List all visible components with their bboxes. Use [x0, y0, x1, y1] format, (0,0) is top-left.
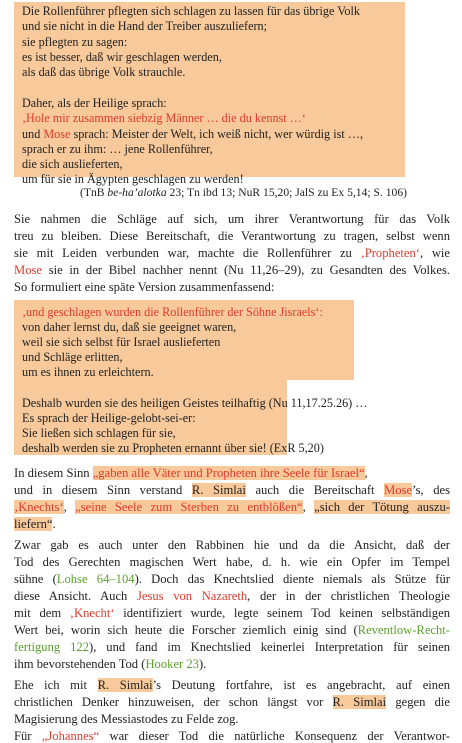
- para3-l8-post: ).: [198, 657, 207, 671]
- para3-line-4: [14, 589, 450, 603]
- para1-l4-post: sie in der Bibel nachher nennt (Nu 11,26–29), zu Gesandten des Volkes.: [42, 263, 450, 277]
- para3-l7-reventlow: fertigung 122: [14, 640, 89, 654]
- para2-l2-mose: Mose: [384, 483, 413, 497]
- para3-l6-pre: Wert bei, worin sich heute die Forscher ziemlich einig sind (: [14, 623, 358, 637]
- para3-l7-post: ), und fand im Knechtslied keinerlei Interpretation für seinen: [89, 640, 450, 654]
- para1-line-2: treu zu bleiben. Diese Bereitschaft, die Verantwortung zu tragen, selbst wenn: [14, 229, 450, 243]
- para3-line-3: [14, 572, 450, 586]
- para2-l1-highlight: „gaben alle Väter und Propheten ihre Seele für Israel“: [92, 466, 365, 480]
- quote1-line-4: es ist besser, daß wir geschlagen werden,: [22, 50, 222, 64]
- quote1-line-2: und sie nicht in die Hand der Treiber auszuliefern;: [22, 19, 268, 33]
- para3-l5-pre: mit dem: [14, 606, 70, 620]
- quote1-ref-italic: be-ha’alotka: [107, 186, 167, 199]
- quote1-l8-pre: und: [22, 127, 44, 141]
- quote2-line-4: und Schläge erlitten,: [22, 350, 123, 364]
- para2-line-2: [14, 483, 450, 497]
- para2-line-3: [14, 500, 450, 514]
- para3-l8-hooker: Hooker 23: [145, 657, 199, 671]
- para5-l1-johannes: „Johannes“: [41, 729, 100, 743]
- para1-line-1: Sie nahmen die Schläge auf sich, um ihrer Verantwortung für das Volk: [14, 212, 450, 226]
- para2-l2-simlai: R. Simlai: [191, 483, 246, 497]
- para2-l3-highlight-1: „seine Seele zum Sterben zu entblößen“: [75, 500, 303, 514]
- para3-l5-post: identifiziert wurde, legte seinem Tod keinen selbständigen: [114, 606, 450, 620]
- para3-line-5: [14, 606, 450, 620]
- quote2-line-7: Es sprach der Heilige-gelobt-sei-er:: [22, 411, 196, 425]
- para3-l4-pre: diese Ansicht. Auch: [14, 589, 137, 603]
- para2-l2-post: ’s, des: [412, 483, 450, 497]
- para4-line-1: [14, 678, 450, 692]
- para1-line-5: So formuliert eine späte Version zusammenfassend:: [14, 280, 275, 294]
- para3-l3-post: ). Doch das Knechtslied diente niemals als Stütze für: [134, 572, 450, 586]
- para3-l4-post: , der in der christlichen Theologie: [247, 589, 450, 603]
- para2-l3-mid: ,: [63, 500, 76, 514]
- para1-l3-post: , wie: [419, 246, 450, 260]
- para3-line-2: Tod des Gerechten magischen Wert habe, d. h. wie ein Opfer im Tempel: [14, 555, 450, 569]
- quote1-ref-post: 23; Tn ibd 13; NuR 15,20; JalS zu Ex 5,14; S. 106): [166, 186, 407, 199]
- para1-l3-pre: sie mit Leiden verbunden war, machte die Rollenführer zu: [14, 246, 361, 260]
- para1-l4-mose: Mose: [14, 263, 42, 277]
- para2-line-1: [14, 466, 368, 480]
- para4-l2-pre: christlichen Denker hinzuweisen, der schon längst vor: [14, 695, 333, 709]
- quote1-line-9: sprach er zu ihm: … jene Rollenführer,: [22, 142, 213, 156]
- quote1-l8-mose: Mose: [43, 127, 71, 141]
- para3-line-7: [14, 640, 450, 654]
- quote2-line-9: [22, 441, 324, 455]
- para4-l2-simlai: R. Simlai: [332, 695, 387, 709]
- para4-line-3: Magisierung des Messiastodes zu Felde zog.: [14, 712, 239, 726]
- para4-line-2: [14, 695, 450, 709]
- quote1-line-7: ‚Hole mir zusammen siebzig Männer … die du kennst …‘: [22, 111, 306, 125]
- quote1-line-11: um für sie in Ägypten geschlagen zu werden!: [22, 172, 244, 186]
- para4-l1-pre: Ehe ich mit: [14, 678, 98, 692]
- quote2-line-3: weil sie sich selbst für Israel auslieferten: [22, 335, 221, 349]
- para3-l6-reventlow: Reventlow-Recht-: [357, 623, 450, 637]
- para2-l4-post: .: [52, 517, 56, 531]
- para2-l3-mid2: ,: [302, 500, 315, 514]
- quote1-line-3: sie pflegten zu sagen:: [22, 35, 128, 49]
- para4-l1-simlai: R. Simlai: [97, 678, 153, 692]
- para3-line-1: Zwar gab es auch unter den Rabbinen hie und da die Ansicht, daß der: [14, 538, 450, 552]
- para2-l1-post: ,: [364, 466, 368, 480]
- para1-line-4: [14, 263, 450, 277]
- quote1-line-5: als daß das übrige Volk strauchle.: [22, 65, 186, 79]
- para3-l3-lohse: Lohse 64–104: [56, 572, 135, 586]
- quote2-l6-text: Deshalb wurden sie des heiligen Geistes teilhaftig: [22, 396, 266, 410]
- para2-l1-pre: In diesem Sinn: [14, 466, 93, 480]
- para3-l5-knecht: ‚Knecht‘: [69, 606, 115, 620]
- quote1-reference: [80, 186, 407, 200]
- para3-line-6: [14, 623, 450, 637]
- quote2-l9-ref: (ExR 5,20): [266, 441, 324, 455]
- quote1-line-8: [22, 127, 363, 141]
- para4-l2-post: gegen die: [386, 695, 450, 709]
- quote2-l6-ref: (Nu 11,17.25.26) …: [265, 396, 368, 410]
- para2-line-4: [14, 517, 56, 531]
- para5-l1-post: war dieser Tod die natürliche Konsequenz der Verantwor-: [99, 729, 450, 743]
- quote1-line-6: Daher, als der Heilige sprach:: [22, 96, 167, 110]
- para2-l3-knecht: ‚Knechts‘: [14, 500, 64, 514]
- para3-l4-jesus: Jesus von Nazareth: [136, 589, 248, 603]
- para2-l2-mid: auch die Bereitschaft: [245, 483, 385, 497]
- quote2-l9-text: deshalb werden sie zu Propheten ernannt über sie!: [22, 441, 267, 455]
- quote1-ref-pre: (TnB: [80, 186, 108, 199]
- quote2-line-8: Sie ließen sich schlagen für sie,: [22, 426, 176, 440]
- para3-l3-pre: sühne (: [14, 572, 57, 586]
- para2-l4-highlight: liefern“: [14, 517, 53, 531]
- para1-l3-prophets: ‚Propheten‘: [360, 246, 420, 260]
- quote2-line-5: um es ihnen zu erleichtern.: [22, 365, 154, 379]
- quote1-l8-post: sprach: Meister der Welt, ich weiß nicht, wer würdig ist …,: [70, 127, 363, 141]
- para5-line-1: [14, 729, 450, 743]
- quote1-line-10: die sich auslieferten,: [22, 157, 123, 171]
- para5-l1-pre: Für: [14, 729, 42, 743]
- para2-l2-pre: und in diesem Sinn verstand: [14, 483, 192, 497]
- quote2-line-6: [22, 396, 367, 410]
- para3-l8-pre: ihm bevorstehenden Tod (: [14, 657, 146, 671]
- quote1-line-1: Die Rollenführer pflegten sich schlagen zu lassen für das übrige Volk: [22, 4, 360, 18]
- quote2-line-2: von daher lernst du, daß sie geeignet waren,: [22, 320, 237, 334]
- para1-line-3: [14, 246, 450, 260]
- para3-line-8: [14, 657, 206, 671]
- quote2-line-1: ‚und geschlagen wurden die Rollenführer der Söhne Jisraels‘:: [22, 305, 323, 319]
- para2-l3-highlight-2: „sich der Tötung auszu-: [314, 500, 450, 514]
- para4-l1-post: ’s Deutung fortfahre, ist es angebracht, auf einen: [152, 678, 450, 692]
